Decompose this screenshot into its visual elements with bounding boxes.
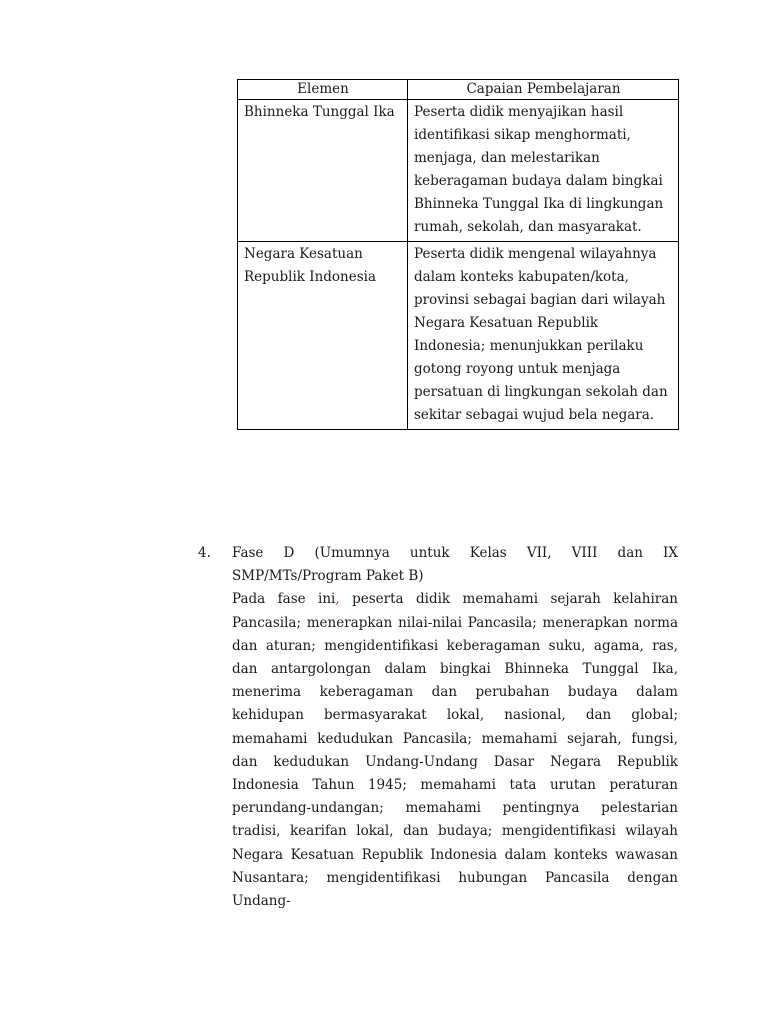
table-row: [238, 242, 679, 430]
section-paragraph: [232, 588, 678, 913]
element-cell: Bhinneka Tunggal Ika: [238, 100, 408, 242]
section-heading: Fase D (Umumnya untuk Kelas VII, VIII dan IX SMP/MTs/Program Paket B): [232, 545, 678, 585]
paragraph-start: Pada fase ini: [232, 591, 336, 608]
section-number: 4.: [198, 545, 211, 561]
achievement-cell: Peserta didik mengenal wilayahnya dalam konteks kabupaten/kota, provinsi sebagai bagian dari wilayah Negara Kesatuan Republik Indonesia; menunjukkan perilaku gotong royong untuk menjaga persatuan di lingkungan sekolah dan sekitar sebagai wujud bela negara.: [408, 242, 679, 430]
header-capaian-pembelajaran: Capaian Pembelajaran: [408, 80, 679, 100]
element-cell: Negara Kesatuan Republik Indonesia: [238, 242, 408, 430]
table-header-row: [238, 80, 679, 100]
phase-d-section: [198, 542, 678, 913]
header-elemen: Elemen: [238, 80, 408, 100]
learning-outcomes-table: [237, 79, 679, 430]
highlighted-comma: ,: [335, 591, 340, 608]
achievement-cell: Peserta didik menyajikan hasil identifikasi sikap menghormati, menjaga, dan melestarikan keberagaman budaya dalam bingkai Bhinneka Tunggal Ika di lingkungan rumah, sekolah, dan masyarakat.: [408, 100, 679, 242]
table-row: [238, 100, 679, 242]
paragraph-rest: peserta didik memahami sejarah kelahiran Pancasila; menerapkan nilai-nilai Pancasila; menerapkan norma dan aturan; mengidentifikasi keberagaman suku, agama, ras, dan antargolongan dalam bingkai Bhinneka Tunggal Ika, menerima keberagaman dan perubahan budaya dalam kehidupan bermasyarakat lokal, nasional, dan global; memahami kedudukan Pancasila; memahami sejarah, fungsi, dan kedudukan Undang-Undang Dasar Negara Republik Indonesia Tahun 1945; memahami tata urutan peraturan perundang-undangan; memahami pentingnya pelestarian tradisi, kearifan lokal, dan budaya; mengidentifikasi wilayah Negara Kesatuan Republik Indonesia dalam konteks wawasan Nusantara; mengidentifikasi hubungan Pancasila dengan Undang-: [232, 591, 678, 910]
